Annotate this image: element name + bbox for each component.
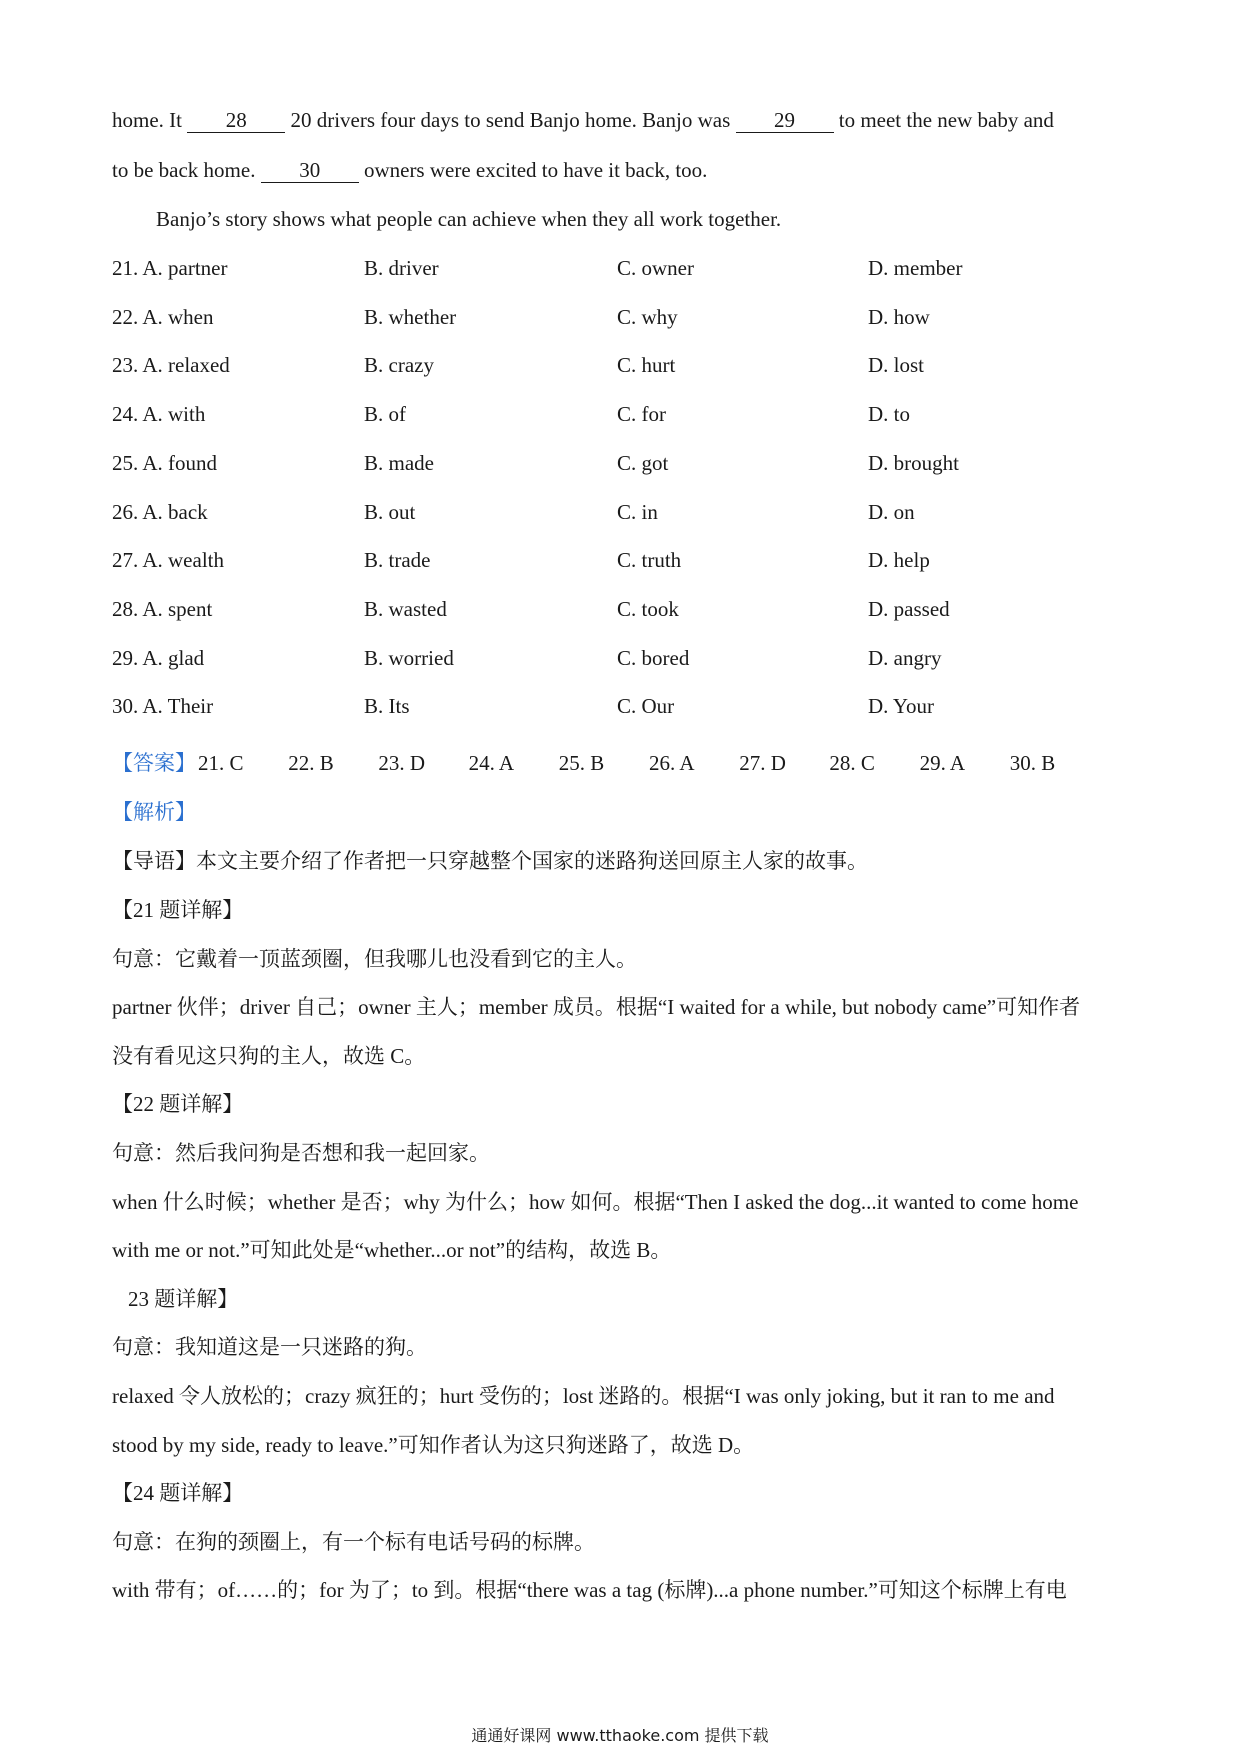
detail-meaning: 句意：我知道这是一只迷路的狗。 (112, 1335, 427, 1360)
option-22-c: C. why (617, 304, 678, 329)
option-30-b: B. Its (364, 694, 410, 719)
passage-text: owners were excited to have it back, too. (358, 158, 708, 182)
detail-heading: 【22 题详解】 (112, 1092, 244, 1117)
option-27-b: B. trade (364, 548, 431, 573)
option-28-b: B. wasted (364, 596, 447, 621)
answer-item: 29. A (919, 751, 966, 775)
answer-item: 26. A (649, 751, 695, 775)
option-26-c: C. in (617, 499, 658, 524)
guide-text: 【导语】本文主要介绍了作者把一只穿越整个国家的迷路狗送回原主人家的故事。 (112, 849, 868, 873)
answer-label: 【答案】 (112, 751, 196, 775)
detail-exp1: relaxed 令人放松的；crazy 疯狂的；hurt 受伤的；lost 迷路的。根据“I was only joking, but it ran to me and (112, 1384, 1055, 1408)
analysis-label: 【解析】 (112, 800, 196, 824)
answer-item: 24. A (468, 751, 515, 775)
option-25-c: C. got (617, 450, 669, 475)
option-22-b: B. whether (364, 304, 457, 329)
blank-28: 28 (187, 108, 285, 133)
answer-item: 21. C (198, 751, 244, 775)
option-25-d: D. brought (868, 450, 959, 475)
option-30-c: C. Our (617, 694, 675, 719)
option-24-a: 24. A. with (112, 402, 206, 427)
answer-item: 23. D (378, 751, 426, 775)
option-27-c: C. truth (617, 548, 682, 573)
passage-text: home. It (112, 108, 188, 132)
detail-meaning: 句意：然后我问狗是否想和我一起回家。 (112, 1141, 490, 1165)
detail-heading: 23 题详解】 (128, 1286, 239, 1311)
detail-heading: 【24 题详解】 (112, 1481, 244, 1506)
option-21-b: B. driver (364, 256, 439, 280)
option-28-a: 28. A. spent (112, 596, 213, 621)
option-24-d: D. to (868, 402, 910, 427)
option-23-c: C. hurt (617, 353, 676, 378)
option-29-b: B. worried (364, 645, 454, 670)
option-21-d: D. member (868, 256, 963, 280)
detail-exp1: partner 伙伴；driver 自己；owner 主人；member 成员。根据“I waited for a while, but nobody came”可知作者 (112, 995, 1081, 1020)
option-28-c: C. took (617, 596, 679, 621)
option-28-d: D. passed (868, 596, 950, 621)
option-22-d: D. how (868, 304, 930, 329)
blank-29: 29 (736, 108, 834, 133)
detail-exp2: with me or not.”可知此处是“whether...or not”的结构，故选 B。 (112, 1238, 672, 1263)
option-27-a: 27. A. wealth (112, 548, 224, 573)
detail-exp2: stood by my side, ready to leave.”可知作者认为这只狗迷路了，故选 D。 (112, 1432, 755, 1457)
option-27-d: D. help (868, 548, 930, 573)
option-26-a: 26. A. back (112, 499, 208, 524)
option-24-c: C. for (617, 402, 666, 427)
answer-item: 22. B (288, 751, 334, 775)
option-23-a: 23. A. relaxed (112, 353, 230, 378)
detail-meaning: 句意：在狗的颈圈上，有一个标有电话号码的标牌。 (112, 1529, 595, 1554)
option-30-d: D. Your (868, 694, 934, 719)
option-25-b: B. made (364, 450, 434, 475)
answer-item: 27. D (739, 751, 786, 775)
detail-heading: 【21 题详解】 (112, 898, 244, 922)
option-26-d: D. on (868, 499, 915, 524)
option-29-c: C. bored (617, 645, 690, 670)
passage-line-3: Banjo’s story shows what people can achieve when they all work together. (156, 207, 782, 231)
option-23-b: B. crazy (364, 353, 434, 378)
page-footer: 通通好课网 www.tthaoke.com 提供下载 (471, 1726, 769, 1745)
option-21-c: C. owner (617, 256, 694, 280)
blank-30: 30 (261, 158, 359, 183)
answer-item: 30. B (1009, 751, 1056, 775)
detail-exp1: with 带有；of……的；for 为了；to 到。根据“there was a tag (标牌)...a phone number.”可知这个标牌上有电 (112, 1578, 1067, 1603)
passage-text: to be back home. (112, 158, 261, 182)
option-29-a: 29. A. glad (112, 645, 205, 670)
option-26-b: B. out (364, 499, 416, 524)
passage-line-2 (112, 155, 707, 185)
passage-text: 20 drivers four days to send Banjo home. Banjo was (285, 108, 736, 132)
detail-exp2: 没有看见这只狗的主人，故选 C。 (112, 1043, 426, 1068)
option-24-b: B. of (364, 402, 406, 427)
answer-item: 28. C (829, 751, 875, 775)
passage-text: to meet the new baby and (833, 108, 1054, 132)
option-21-a: 21. A. partner (112, 256, 228, 280)
option-29-d: D. angry (868, 645, 942, 670)
option-25-a: 25. A. found (112, 450, 217, 475)
option-22-a: 22. A. when (112, 304, 214, 329)
answer-item: 25. B (558, 751, 605, 775)
detail-exp1: when 什么时候；whether 是否；why 为什么；how 如何。根据“Then I asked the dog...it wanted to come home (112, 1189, 1079, 1214)
detail-meaning: 句意：它戴着一顶蓝颈圈，但我哪儿也没看到它的主人。 (112, 946, 637, 971)
passage-line-1 (112, 105, 1054, 135)
option-23-d: D. lost (868, 353, 925, 378)
option-30-a: 30. A. Their (112, 694, 214, 719)
